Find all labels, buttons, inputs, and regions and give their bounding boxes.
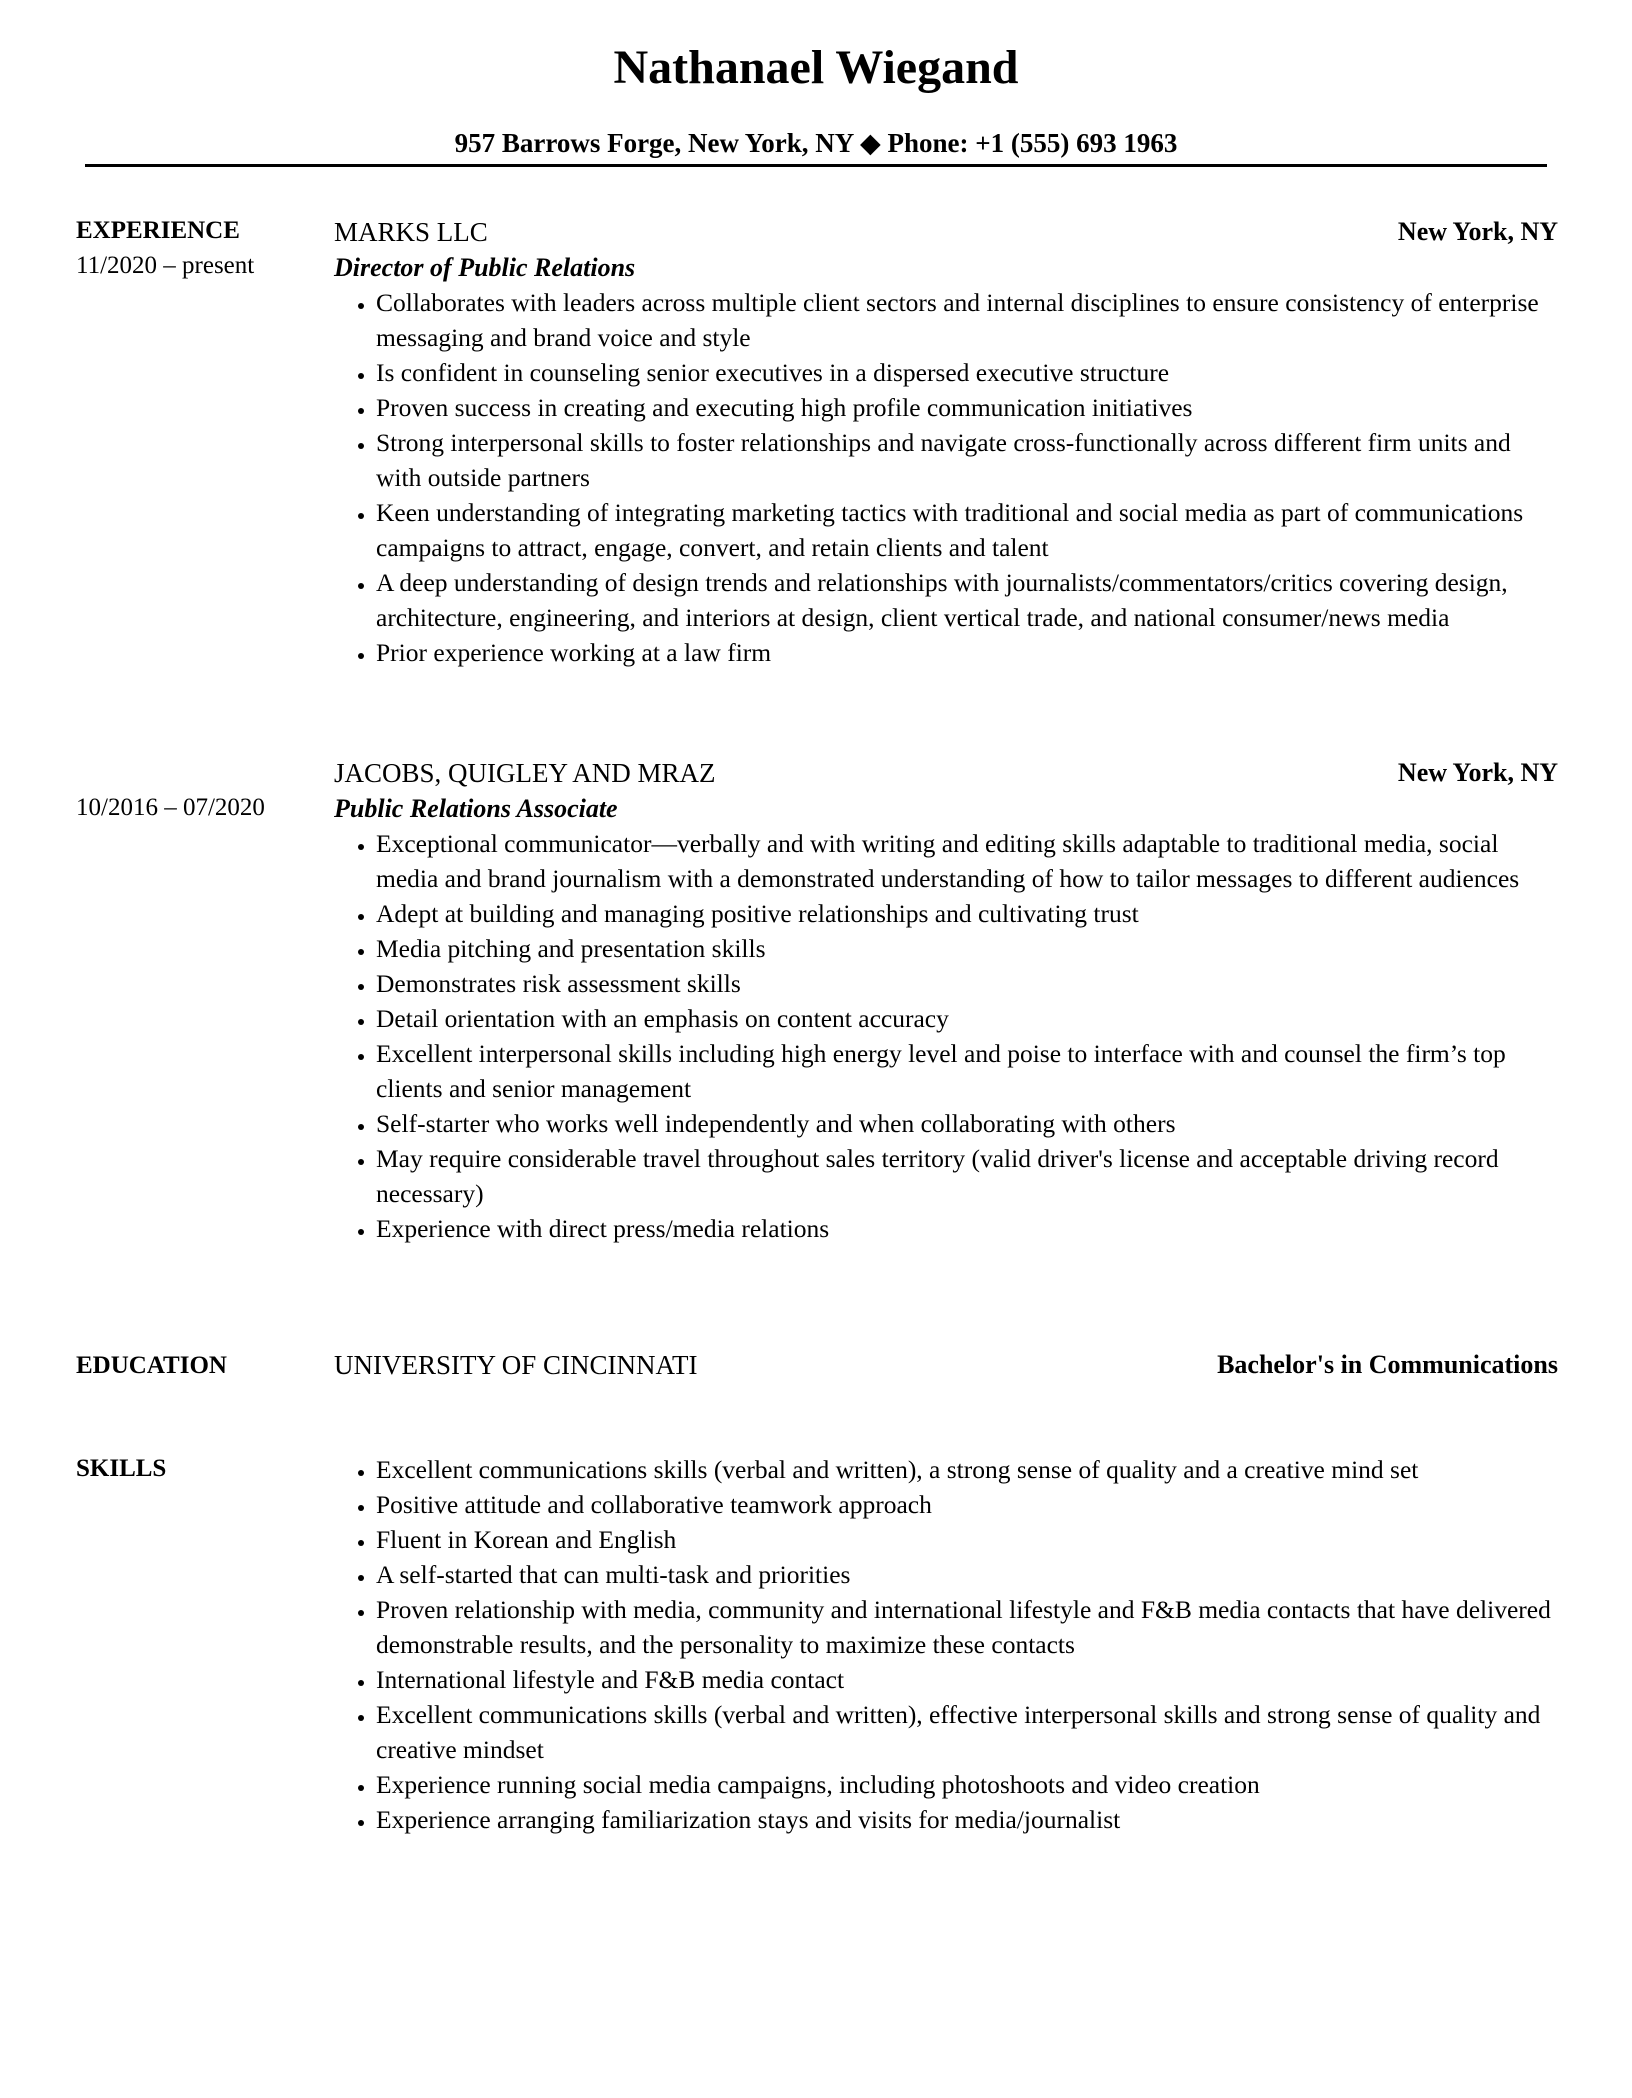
job-1-header bbox=[334, 214, 1558, 250]
job-1-location: New York, NY bbox=[1397, 217, 1558, 246]
skills-bullets bbox=[334, 1452, 1558, 1837]
job-2 bbox=[334, 755, 1558, 1246]
job-2-bullet: • Self-starter who works well independently and when collaborating with others bbox=[376, 1106, 1558, 1141]
skill-item: • Experience running social media campaigns, including photoshoots and video creation bbox=[376, 1767, 1558, 1802]
education-header bbox=[334, 1347, 1558, 1383]
job-2-title: Public Relations Associate bbox=[334, 794, 618, 823]
job-2-bullet: • Detail orientation with an emphasis on content accuracy bbox=[376, 1001, 1558, 1036]
job-1-bullet: • Strong interpersonal skills to foster relationships and navigate cross-functionally across different firm units and with outside partners bbox=[376, 425, 1558, 495]
job-2-location: New York, NY bbox=[1397, 758, 1558, 787]
skill-item: • International lifestyle and F&B media contact bbox=[376, 1662, 1558, 1697]
skills-section-label: SKILLS bbox=[76, 1455, 167, 1482]
job-2-bullet: • Experience with direct press/media relations bbox=[376, 1211, 1558, 1246]
skill-item: • Excellent communications skills (verbal and written), a strong sense of quality and a creative mind set bbox=[376, 1452, 1558, 1487]
education-section-label: EDUCATION bbox=[76, 1352, 227, 1379]
skill-item: • Excellent communications skills (verbal and written), effective interpersonal skills and strong sense of quality and creative mindset bbox=[376, 1697, 1558, 1767]
job-2-bullets bbox=[334, 826, 1558, 1246]
job-1-bullet: • A deep understanding of design trends and relationships with journalists/commentators/critics covering design, architecture, engineering, and interiors at design, client vertical trade, and national consumer/news media bbox=[376, 565, 1558, 635]
job-2-header bbox=[334, 755, 1558, 791]
skill-item: • Positive attitude and collaborative teamwork approach bbox=[376, 1487, 1558, 1522]
job-2-bullet: • May require considerable travel throughout sales territory (valid driver's license and acceptable driving record necessary) bbox=[376, 1141, 1558, 1211]
job-1-bullet: • Collaborates with leaders across multiple client sectors and internal disciplines to ensure consistency of enterprise messaging and brand voice and style bbox=[376, 285, 1558, 355]
job-1-bullet: • Prior experience working at a law firm bbox=[376, 635, 1558, 670]
job-2-dates: 10/2016 – 07/2020 bbox=[76, 794, 265, 821]
job-1 bbox=[334, 214, 1558, 670]
job-1-title: Director of Public Relations bbox=[334, 253, 636, 282]
education-school: UNIVERSITY OF CINCINNATI bbox=[334, 1350, 698, 1380]
job-1-bullet: • Is confident in counseling senior executives in a dispersed executive structure bbox=[376, 355, 1558, 390]
header-divider bbox=[85, 164, 1547, 167]
job-1-company: MARKS LLC bbox=[334, 217, 488, 247]
experience-section-label: EXPERIENCE bbox=[76, 217, 240, 244]
education-entry bbox=[334, 1347, 1558, 1383]
skills-entry bbox=[334, 1452, 1558, 1837]
contact-line: 957 Barrows Forge, New York, NY ◆ Phone: +1 (555) 693 1963 bbox=[454, 128, 1178, 158]
job-2-company: JACOBS, QUIGLEY AND MRAZ bbox=[334, 758, 716, 788]
job-2-bullet: • Adept at building and managing positive relationships and cultivating trust bbox=[376, 896, 1558, 931]
skill-item: • Fluent in Korean and English bbox=[376, 1522, 1558, 1557]
education-degree: Bachelor's in Communications bbox=[1217, 1350, 1558, 1379]
candidate-name: Nathanael Wiegand bbox=[613, 41, 1019, 94]
job-2-bullet: • Media pitching and presentation skills bbox=[376, 931, 1558, 966]
job-2-bullet: • Demonstrates risk assessment skills bbox=[376, 966, 1558, 1001]
job-1-dates: 11/2020 – present bbox=[76, 252, 255, 279]
job-2-bullet: • Excellent interpersonal skills including high energy level and poise to interface with and counsel the firm’s top clients and senior management bbox=[376, 1036, 1558, 1106]
skill-item: • Proven relationship with media, community and international lifestyle and F&B media contacts that have delivered demonstrable results, and the personality to maximize these contacts bbox=[376, 1592, 1558, 1662]
job-1-bullets bbox=[334, 285, 1558, 670]
job-1-bullet: • Proven success in creating and executing high profile communication initiatives bbox=[376, 390, 1558, 425]
skill-item: • Experience arranging familiarization stays and visits for media/journalist bbox=[376, 1802, 1558, 1837]
skill-item: • A self-started that can multi-task and priorities bbox=[376, 1557, 1558, 1592]
job-1-bullet: • Keen understanding of integrating marketing tactics with traditional and social media as part of communications campaigns to attract, engage, convert, and retain clients and talent bbox=[376, 495, 1558, 565]
job-2-bullet: • Exceptional communicator—verbally and with writing and editing skills adaptable to traditional media, social media and brand journalism with a demonstrated understanding of how to tailor messages to different audiences bbox=[376, 826, 1558, 896]
